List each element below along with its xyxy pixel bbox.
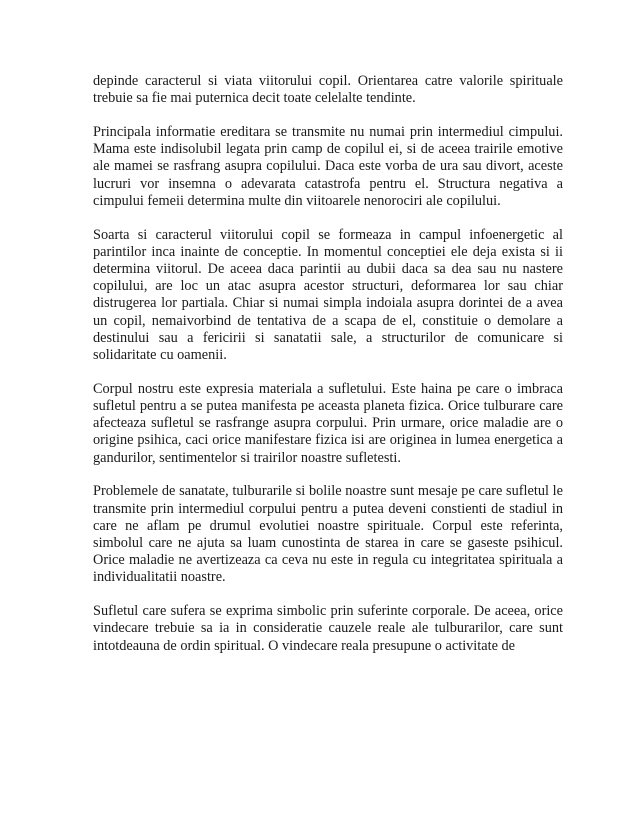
paragraph-5: Problemele de sanatate, tulburarile si bolile noastre sunt mesaje pe care sufletul le transmite prin intermediul corpului pentru a putea deveni constienti de stadiul in care ne aflam pe drumul evolutiei noastre spirituale. Corpul este referinta, simbolul care ne ajuta sa luam cunostinta de starea in care se gaseste psihicul. Orice maladie ne avertizeaza ca ceva nu este in regula cu integritatea spirituala a individualitatii noastre. [93, 483, 563, 586]
paragraph-6: Sufletul care sufera se exprima simbolic prin suferinte corporale. De aceea, orice vindecare trebuie sa ia in consideratie cauzele reale ale tulburarilor, care sunt intotdeauna de ordin spiritual. O vindecare reala presupune o activitate de [93, 603, 563, 654]
paragraph-4: Corpul nostru este expresia materiala a sufletului. Este haina pe care o imbraca sufletul pentru a se putea manifesta pe aceasta planeta fizica. Orice tulburare care afecteaza sufletul se rasfrange asupra corpului. Prin urmare, orice maladie are o origine psihica, caci orice manifestare fizica isi are originea in lumea energetica a gandurilor, sentimentelor si trairilor noastre sufletesti. [93, 380, 563, 466]
paragraph-2: Principala informatie ereditara se transmite nu numai prin intermediul cimpului. Mama este indisolubil legata prin camp de copilul ei, si de aceea trairile emotive ale mamei se rasfrang asupra copilului. Daca este vorba de ura sau divort, aceste lucruri vor insemna o adevarata catastrofa pentru el. Structura negativa a cimpului femeii determina multe din viitoarele nenorociri ale copilului. [93, 124, 563, 209]
paragraph-1: depinde caracterul si viata viitorului copil. Orientarea catre valorile spirituale trebuie sa fie mai puternica decit toate celelalte tendinte. [93, 73, 563, 107]
document-body [93, 73, 563, 655]
paragraph-3: Soarta si caracterul viitorului copil se formeaza in campul infoenergetic al parintilor inca inainte de conceptie. In momentul conceptiei ele deja exista si ii determina viitorul. De aceea daca parintii au dubii daca sa dea sau nu nastere copilului, are loc un atac asupra acestor structuri, deformarea lor sau chiar distrugerea lor partiala. Chiar si numai simpla indoiala asupra dorintei de a avea un copil, nemaivorbind de tentativa de a scapa de el, constituie o demolare a destinului sau a fericirii si sanatatii sale, a structurilor de comunicare si solidaritate cu oamenii. [93, 226, 563, 364]
